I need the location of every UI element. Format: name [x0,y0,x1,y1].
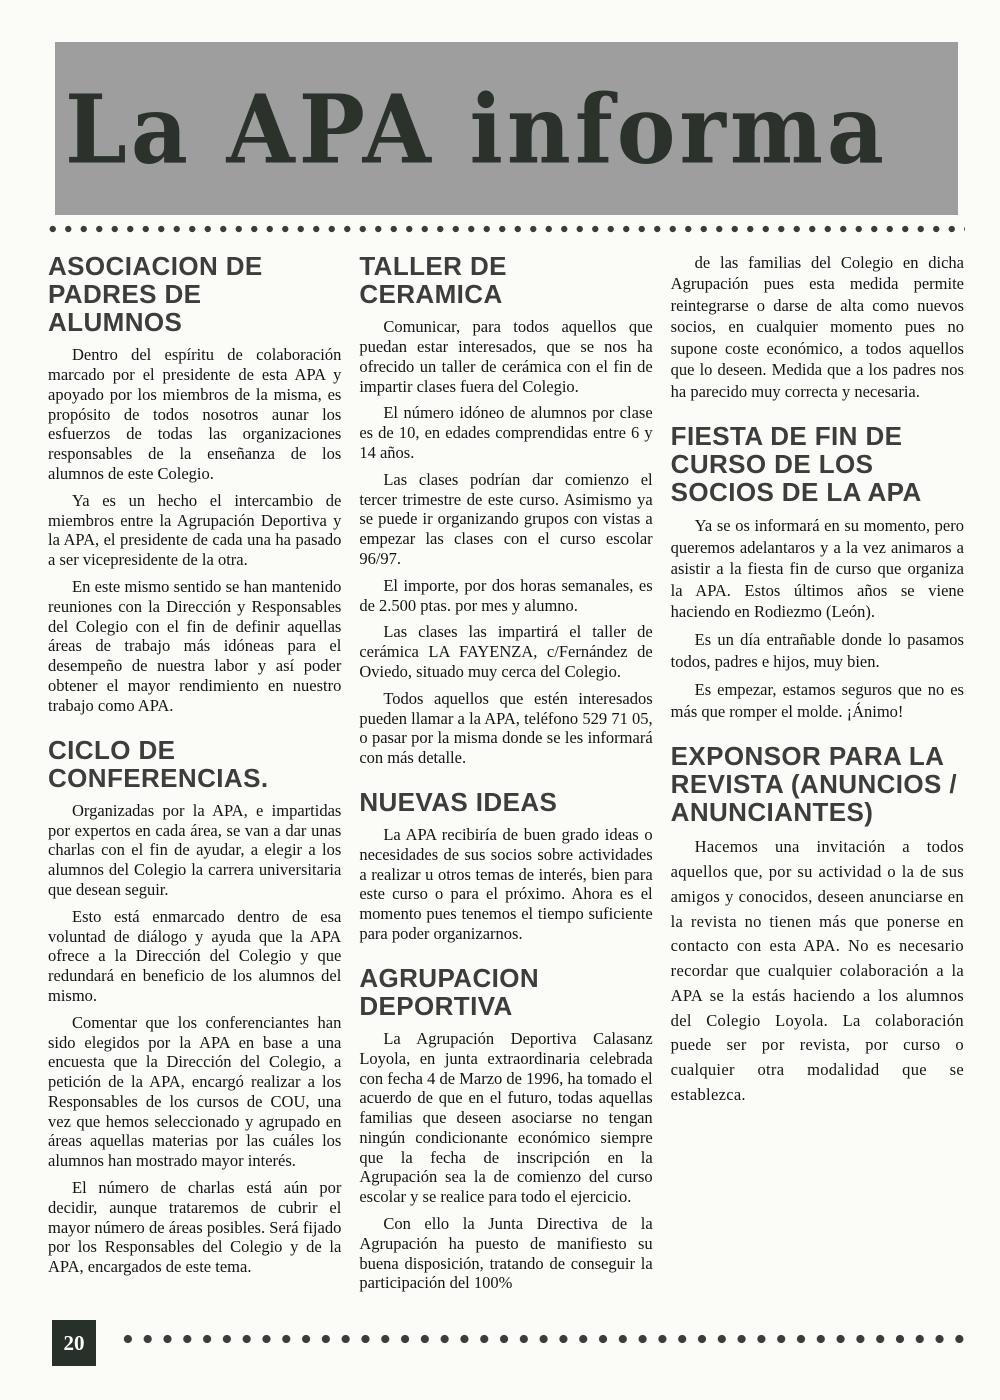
article-ciclo-de-conferencias [48,736,341,1277]
article-paragraph: Con ello la Junta Directiva de la Agrupación ha puesto de manifiesto su buena disposición, tratando de conseguir la participación del 100% [359,1214,653,1293]
article-paragraph: La APA recibiría de buen grado ideas o necesidades de sus socios sobre actividades a realizar u otros temas de interés, bien para este curso o para el próximo. Ahora es el momento pues tenemos el tiempo suficiente para poder organizarnos. [359,824,653,943]
article-asociacion-de-padres [48,252,341,716]
article-columns [48,252,964,1300]
article-paragraph: Las clases las impartirá el taller de cerámica LA FAYENZA, c/Fernández de Oviedo, situado muy cerca del Colegio. [359,622,653,681]
dotted-separator-top [45,224,965,234]
page-number: 20 [63,1330,85,1355]
article-paragraph: Comentar que los conferenciantes han sido elegidos por la APA en base a una encuesta que la Dirección del Colegio, a petición de la APA, encargó realizar a los Responsables de los cursos de COU, una vez que hemos seleccionado y agrupado en áreas aquellas materias por las cuáles los alumnos han mostrado mayor interés. [48,1012,342,1171]
article-paragraph: Dentro del espíritu de colaboración marcado por el presidente de esta APA y apoyado por los miembros de la misma, es propósito de todos nosotros aunar los esfuerzos de todas las organizaciones responsables de la enseñanza de los alumnos de este Colegio. [48,345,342,484]
article-heading: EXPONSOR PARA LA REVISTA (ANUNCIOS / ANUNCIANTES) [670,741,958,828]
banner-title: La APA informa [65,72,888,185]
article-nuevas-ideas [359,788,652,944]
article-agrupacion-deportiva [359,964,652,1294]
article-paragraph: Es empezar, estamos seguros que no es más que romper el molde. ¡Ánimo! [670,680,964,721]
article-heading: CICLO DE CONFERENCIAS. [48,734,269,793]
column-3 [671,252,964,1300]
article-paragraph: Todos aquellos que estén interesados pueden llamar a la APA, teléfono 529 71 05, o pasar por la misma donde se les informará con más detalle. [359,688,653,768]
article-heading: AGRUPACION DEPORTIVA [359,962,540,1021]
article-paragraph: El número idóneo de alumnos por clase es de 10, en edades comprendidas entre 6 y 14 años. [359,403,653,462]
article-paragraph: En este mismo sentido se han mantenido reuniones con la Dirección y Responsables del Colegio con el fin de definir aquellas áreas de trabajo más idóneas para el desempeño de nuestra labor y así poder obtener el mayor rendimiento en nuestro trabajo como APA. [48,577,342,715]
column-1 [48,252,341,1300]
article-heading: TALLER DE CERAMICA [359,251,507,310]
article-paragraph: Hacemos una invitación a todos aquellos que, por su actividad o la de sus amigos y conocidos, deseen anunciarse en la revista no tienen más que ponerse en contacto con esta APA. No es necesario recordar que cualquier colaboración a la APA se la estás haciendo a los alumnos del Colegio Loyola. La colaboración puede ser por revista, por curso o cualquier otra modalidad que se establezca. [670,837,964,1104]
banner [55,42,958,215]
article-paragraph: Comunicar, para todos aquellos que puedan estar interesados, que se nos ha ofrecido un taller de cerámica con el fin de impartir clases fuera del Colegio. [359,317,653,396]
article-paragraph: Ya se os informará en su momento, pero queremos adelantaros y a la vez animaros a asistir a la fiesta fin de curso que organiza la APA. Estos últimos años se viene haciendo en Rodiezmo (León). [670,516,964,622]
article-paragraph: Es un día entrañable donde lo pasamos todos, padres e hijos, muy bien. [670,630,964,671]
article-heading: FIESTA DE FIN DE CURSO DE LOS SOCIOS DE LA APA [670,421,922,508]
article-paragraph: Organizadas por la APA, e impartidas por expertos en cada área, se van a dar unas charlas con el fin de ayudar, a elegir a los alumnos del Colegio la carrera universitaria que desean seguir. [48,800,342,899]
article-exponsor-revista [671,742,964,1107]
column-2 [359,252,652,1300]
article-paragraph: de las familias del Colegio en dicha Agrupación pues esta medida permite reintegrarse o darse de alta como nuevos socios, en cualquier momento pues no supone coste económico, a todos aquellos que lo deseen. Medida que a los padres nos ha parecido muy correcta y necesaria. [670,253,964,401]
article-paragraph: Las clases podrían dar comienzo el tercer trimestre de este curso. Asimismo ya se puede ir organizando grupos con vistas a empezar las clases con el curso escolar 96/97. [359,469,653,568]
page-number-box [52,1320,96,1366]
dotted-separator-bottom [118,1333,964,1345]
article-paragraph: La Agrupación Deportiva Calasanz Loyola, en junta extraordinaria celebrada con fecha 4 de Marzo de 1996, ha tomado el acuerdo de que en el futuro, todas aquellas familias que deseen asociarse no tengan ningún condicionante económico siempre que la fecha de inscripción en la Agrupación sea la de comienzo del curso escolar y se realice para todo el ejercicio. [359,1028,653,1207]
article-heading: ASOCIACION DE PADRES DE ALUMNOS [48,251,263,338]
article-heading: NUEVAS IDEAS [359,786,558,817]
article-fiesta-fin-de-curso [671,422,964,722]
article-paragraph: El importe, por dos horas semanales, es de 2.500 ptas. por mes y alumno. [359,575,653,615]
article-paragraph: El número de charlas está aún por decidir, aunque trataremos de cubrir el mayor número de áreas posibles. Será fijado por los Responsables del Colegio y de la APA, encargados de este tema. [48,1178,342,1277]
article-paragraph: Esto está enmarcado dentro de esa voluntad de diálogo y ayuda que la APA ofrece a la Dirección del Colegio y que redundará en beneficio de los alumnos del mismo. [48,906,342,1005]
article-agrupacion-deportiva-continuation [671,252,964,402]
article-taller-de-ceramica [359,252,652,768]
article-paragraph: Ya es un hecho el intercambio de miembros entre la Agrupación Deportiva y la APA, el presidente de cada una ha pasado a ser vicepresidente de la otra. [48,490,342,570]
